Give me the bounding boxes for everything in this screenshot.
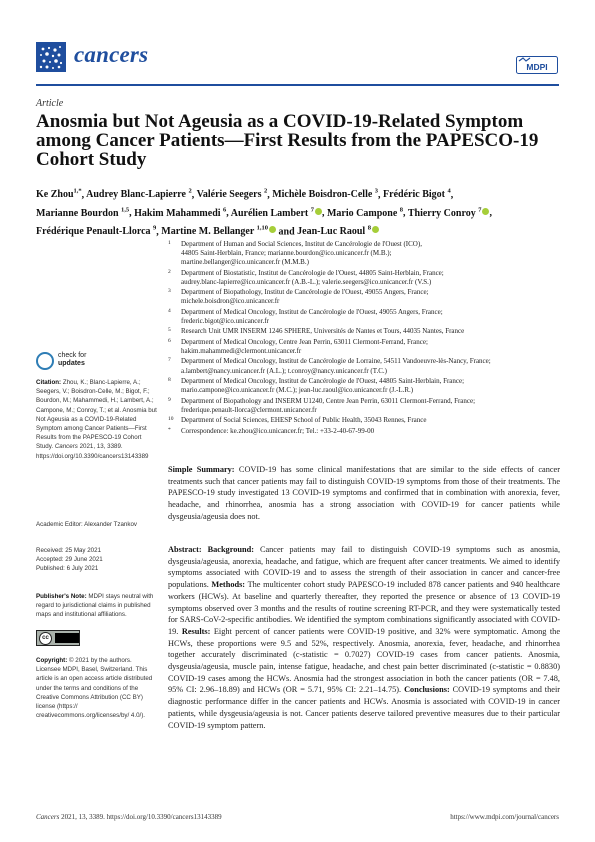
methods-text: The multicenter cohort study PAPESCO-19 included 878 cancer patients and 940 healthcare workers (HCWs). At baseline and quarterly thereafter, they reported the presence or absence of 13 COVID-19 symptoms observed over 3 months and the results of routine screening RT-PCR, and they were systematically tested for SARS-CoV-2-specific antibodies. We identified the symptom combinations significantly associated with COVID-19. [168, 580, 560, 636]
author-list: Ke Zhou$^{1,*}$, Audrey Blanc-Lapierre $^2$, Valérie Seegers $^2$, Michèle Boisdron-Celle $^3$, Frédéric Bigot $^4$, Marianne Bourdon $^{1,5}$, Hakim Mahammedi $^6$, Aurélien Lambert $^7$ , Mario Campone $^8$, Thierry Conroy $^7$ , Frédérique Penault-Llorca $^9$, Martine M. Bellanger $^{1,10}$ and Jean-Luc Raoul $^8$ [36, 188, 492, 237]
author[interactable]: Marianne Bourdon $^{1,5}$ [36, 206, 130, 219]
affiliation-line: Department of Social Sciences, EHESP School of Public Health, 35043 Rennes, France [181, 416, 427, 425]
author[interactable]: Frédérique Penault-Llorca $^9$ [36, 224, 157, 237]
copyright-label: Copyright: [36, 657, 68, 664]
author[interactable]: Aurélien Lambert $^7$ [231, 208, 322, 219]
orcid-icon[interactable] [482, 208, 489, 215]
conclusions-label: Conclusions: [404, 685, 450, 695]
publisher-note [36, 592, 158, 620]
check-for-updates-icon[interactable] [36, 352, 54, 370]
simple-summary-label: Simple Summary: [168, 465, 235, 474]
affiliation-item [168, 377, 560, 395]
results-text: Eight percent of cancer patients were COVID-19 positive, and 32% were symptomatic. Among the HCWs, these proportions were 9.5 and 52%, respectively. Anosmia, anorexia, fever, headache, and rhinorrhea together accurately discriminated (c-statistic = 0.7027) COVID-19 cases from cancer patients. Anosmia, dysgeusia/ageusia, muscle pain, intense fatigue, headache, and chest pain better discriminated (c-statistic = 0.8830) COVID-19 cases among the HCWs. Anosmia had the strongest association in both the cancer patients (OR = 7.48, 95% CI: 2.96–18.89) and HCWs (OR = 5.71, 95% CI: 2.21–14.75). [168, 626, 561, 695]
citation-block [36, 378, 158, 461]
affiliation-line: michele.boisdron@ico.unicancer.fr [181, 297, 280, 306]
affiliation-line: Department of Medical Oncology, Institut de Cancérologie de l'Ouest, 44805 Saint-Herblain, France; [181, 377, 465, 386]
check-for-updates-label[interactable] [58, 352, 86, 368]
affiliation-line: frederic.bigot@ico.unicancer.fr [181, 316, 269, 325]
author[interactable]: Ke Zhou$^{1,*}$ [36, 188, 82, 201]
affiliation-line: Department of Biopathology and INSERM U1240, Centre Jean Perrin, 63011 Clermont-Ferrand, France; [181, 396, 476, 405]
affiliation-line: Department of Biopathology, Institut de Cancérologie de l'Ouest, 49055 Angers, France; [181, 288, 429, 297]
affiliation-number: 1 [168, 240, 171, 246]
affiliation-item [168, 397, 560, 415]
author[interactable]: Audrey Blanc-Lapierre $^2$ [86, 188, 192, 201]
mdpi-logo-text: MDPI [526, 62, 548, 72]
author[interactable]: Hakim Mahammedi $^6$ [134, 206, 227, 219]
conclusions-text: COVID-19 symptoms and their diagnostic performance differ in the cancer patients and HCWs. Anosmia is associated with COVID-19 in cancer patients, while dysgeusia/ageusia is not. Cancer patients deserve tailored preventive measures due to their particular COVID-19 symptom pattern. [168, 685, 561, 730]
author[interactable]: Valérie Seegers $^2$ [196, 188, 268, 201]
affiliation-number: 2 [168, 268, 171, 275]
dates-block [36, 546, 158, 574]
affiliation-item [168, 288, 560, 306]
affiliation-line: Department of Medical Oncology, Institut de Cancérologie de Lorraine, 54511 Vandoeuvre-lès-Nancy, France; [181, 357, 491, 366]
check-updates-line2: updates [58, 360, 85, 367]
affiliation-line: frederique.penault-llorca@clermont.unicancer.fr [181, 405, 317, 414]
author[interactable]: Thierry Conroy $^7$ [408, 208, 490, 219]
affiliation-number: 4 [168, 307, 171, 314]
background-text: Cancer patients may fail to distinguish COVID-19 symptoms such as anosmia, dysgeusia/ageusia, anorexia, headache, and fatigue, which are frequent after cancer treatments. We aimed to identify symptoms associated with COVID-19 and to assess the strength of their association in cancer and cancer-free populations. [168, 545, 561, 590]
affiliation-line: Research Unit UMR INSERM 1246 SPHERE, Universités de Nantes et Tours, 44035 Nantes, France [181, 327, 465, 336]
affiliation-line: Department of Medical Oncology, Institut de Cancérologie de l'Ouest, 49055 Angers, France; [181, 307, 443, 316]
affiliation-line: hakim.mahammedi@clermont.unicancer.fr [181, 346, 302, 355]
simple-summary-text: COVID-19 has some clinical manifestations that are similar to the side effects of cancer treatments such that cancer patients may fail to distinguish COVID-19 symptoms from those of their treatments. The PAPESCO-19 study investigated 13 COVID-19 symptoms and confirmed that in combination with anorexia, fever, headache, and rhinorrhea, anosmia has a strong association with COVID-19 for cancer patients while dysgeusia/ageusia does not. [168, 465, 560, 521]
footer-doi[interactable]: 2021, 13, 3389. https://doi.org/10.3390/cancers13143389 [61, 813, 222, 821]
author[interactable]: Martine M. Bellanger $^{1,10}$ [161, 226, 276, 237]
affiliation-item [168, 416, 560, 425]
author[interactable]: Michèle Boisdron-Celle $^3$ [272, 188, 379, 201]
affiliation-number: 3 [168, 288, 171, 295]
affiliation-number: 10 [168, 416, 174, 423]
affiliation-line: a.lambert@nancy.unicancer.fr (A.L.); t.conroy@nancy.unicancer.fr (T.C.) [181, 366, 388, 375]
affiliation-line: mario.campone@ico.unicancer.fr (M.C.); jean-luc.raoul@ico.unicancer.fr (J.-L.R.) [181, 386, 414, 395]
journal-logo [36, 42, 66, 72]
footer-journal: Cancers [36, 813, 60, 821]
methods-label: Methods: [211, 580, 246, 590]
affiliations [168, 240, 560, 437]
affiliation-item [168, 327, 560, 336]
journal-name[interactable]: cancers [74, 42, 149, 67]
affiliation-number: 8 [168, 377, 171, 384]
affiliation-number: 7 [168, 357, 171, 364]
affiliation-item [168, 308, 560, 326]
published-date: Published: 6 July 2021 [36, 565, 99, 573]
header-rule [36, 84, 559, 86]
article-type: Article [36, 98, 64, 109]
affiliation-line: martine.bellanger@ico.unicancer.fr (M.M.B.) [181, 258, 309, 267]
by-icon [55, 633, 79, 643]
affiliation-number: 5 [168, 327, 171, 334]
results-label: Results: [181, 626, 211, 636]
check-updates-line1: check for [58, 352, 87, 359]
citation-label: Citation: [36, 379, 62, 386]
author[interactable]: Jean-Luc Raoul $^8$ [297, 226, 379, 237]
affiliation-line: Department of Human and Social Sciences, Institut de Cancérologie de l'Ouest (ICO), [181, 240, 422, 248]
footer-url[interactable]: https://www.mdpi.com/journal/cancers [450, 813, 559, 821]
affiliation-item [168, 269, 560, 287]
affiliation-item [168, 357, 560, 375]
article-title: Anosmia but Not Ageusia as a COVID-19-Related Symptom among Cancer Patients—First Results from the PAPESCO-19 Cohort Study [36, 111, 539, 170]
affiliation-number: 6 [168, 337, 171, 344]
copyright-block [36, 656, 158, 720]
footer-citation [36, 813, 222, 821]
citation-journal: Cancers [54, 443, 78, 451]
cc-circle-icon: cc [39, 632, 52, 645]
affiliation-item [168, 338, 560, 356]
accepted-date: Accepted: 29 June 2021 [36, 556, 103, 564]
affiliation-item [168, 240, 560, 267]
publisher-note-text: MDPI stays neutral with regard to jurisdictional claims in published maps and institutional affiliations. [36, 593, 154, 619]
author[interactable]: Frédéric Bigot $^4$ [383, 188, 451, 201]
affiliation-line: Department of Medical Oncology, Centre Jean Perrin, 63011 Clermont-Ferrand, France; [181, 337, 428, 346]
affiliation-number: * [168, 426, 171, 433]
citation-text: Zhou, K.; Blanc-Lapierre, A.; Seegers, V.; Boisdron-Celle, M.; Bigot, F.; Bourdon, M.; Mahammedi, H.; Lambert, A.; Campone, M.; Conroy, T.; et al. Anosmia but Not Ageusia as a COVID-19-Related Symptom among Cancer Patients—First Results from the PAPESCO-19 Cohort Study. [36, 379, 157, 451]
orcid-icon[interactable] [269, 226, 276, 233]
affiliation-line: 44805 Saint-Herblain, France; marianne.bourdon@ico.unicancer.fr (M.B.); [181, 249, 392, 258]
background-label: Background: [207, 545, 254, 554]
orcid-icon[interactable] [315, 208, 322, 215]
affiliation-number: 9 [168, 396, 171, 403]
mdpi-logo-icon[interactable] [516, 56, 558, 74]
abstract-label: Abstract: [168, 545, 202, 554]
affiliation-line: audrey.blanc-lapierre@ico.unicancer.fr (A.B.-L.); valerie.seegers@ico.unicancer.fr (V.S.) [181, 277, 432, 286]
simple-summary [168, 464, 560, 523]
orcid-icon[interactable] [372, 226, 379, 233]
copyright-text: © 2021 by the authors. Licensee MDPI, Basel, Switzerland. This article is an open access article distributed under the terms and conditions of the Creative Commons Attribution (CC BY) license (https:// creativecommons.org/licenses/by/ 4.0/). [36, 657, 153, 720]
citation-reference[interactable]: 2021, 13, 3389. https://doi.org/10.3390/cancers13143389 [36, 443, 149, 460]
affiliation-item [168, 427, 560, 436]
received-date: Received: 25 May 2021 [36, 547, 102, 554]
journal-logo-icon [36, 42, 66, 72]
academic-editor: Academic Editor: Alexander Tzankov [36, 521, 137, 528]
publisher-note-label: Publisher's Note: [36, 593, 87, 600]
abstract [168, 544, 560, 731]
author[interactable]: Mario Campone $^8$ [326, 206, 404, 219]
affiliation-line: Department of Biostatistic, Institut de Cancérologie de l'Ouest, 44805 Saint-Herblain, France; [181, 268, 444, 277]
correspondence-line: Correspondence: ke.zhou@ico.unicancer.fr; Tel.: +33-2-40-67-99-00 [181, 426, 375, 435]
cc-by-license-icon[interactable] [36, 630, 80, 646]
